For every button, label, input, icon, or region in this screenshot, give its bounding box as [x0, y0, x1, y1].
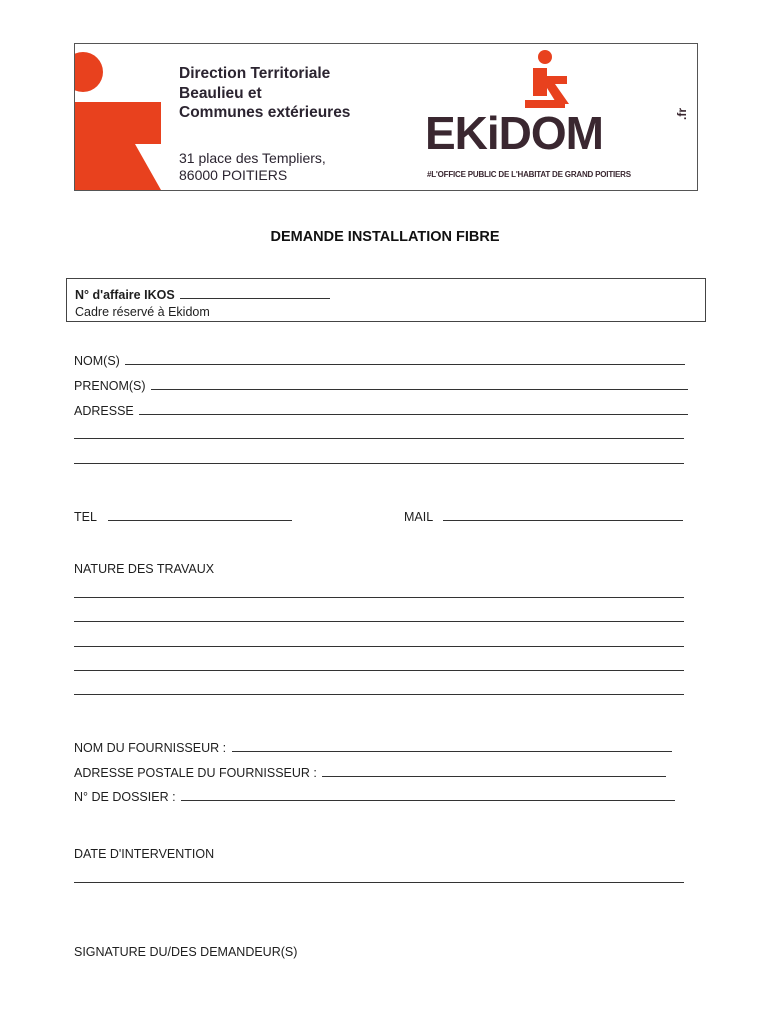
reference-box: [66, 278, 706, 322]
fournisseur-adresse-field[interactable]: [322, 766, 666, 777]
ekidom-left-mark-icon: [75, 44, 165, 191]
mail-label: MAIL: [404, 510, 434, 524]
case-number-field[interactable]: [180, 288, 330, 299]
nom-label: NOM(S): [74, 354, 120, 368]
mail-row: [404, 509, 684, 525]
adresse-field[interactable]: [139, 404, 688, 415]
nom-row: [74, 353, 686, 369]
direction-title: Direction Territoriale Beaulieu et Communes extérieures: [179, 65, 351, 121]
nom-field[interactable]: [125, 354, 685, 365]
prenom-row: [74, 378, 688, 394]
header-banner: [74, 43, 698, 191]
brand-tagline: #L'OFFICE PUBLIC DE L'HABITAT DE GRAND POITIERS: [427, 170, 631, 179]
adresse-label: ADRESSE: [74, 404, 134, 418]
tel-field[interactable]: [108, 510, 292, 521]
fournisseur-nom-row: [74, 740, 682, 756]
dossier-field[interactable]: [181, 790, 675, 801]
tel-row: [74, 509, 294, 525]
fournisseur-nom-label: NOM DU FOURNISSEUR :: [74, 741, 227, 755]
fournisseur-adresse-label: ADRESSE POSTALE DU FOURNISSEUR :: [74, 766, 317, 780]
brand-suffix: .fr: [675, 108, 689, 120]
nature-line-1[interactable]: [74, 597, 684, 598]
prenom-label: PRENOM(S): [74, 379, 146, 393]
document-title: DEMANDE INSTALLATION FIBRE: [270, 229, 500, 245]
signature-label: SIGNATURE DU/DES DEMANDEUR(S): [74, 945, 298, 959]
dossier-row: [74, 789, 680, 805]
mail-field[interactable]: [443, 510, 683, 521]
fournisseur-adresse-row: [74, 765, 678, 781]
nature-line-2[interactable]: [74, 621, 684, 622]
case-number-row: [75, 288, 330, 302]
reserved-note: Cadre réservé à Ekidom: [75, 305, 210, 319]
fournisseur-nom-field[interactable]: [232, 741, 672, 752]
direction-address: 31 place des Templiers, 86000 POITIERS: [179, 150, 326, 183]
adresse-line-3[interactable]: [74, 463, 684, 464]
brand-logo: EKiDOM: [425, 107, 603, 159]
dossier-label: N° DE DOSSIER :: [74, 790, 176, 804]
nature-line-4[interactable]: [74, 670, 684, 671]
nature-line-3[interactable]: [74, 646, 684, 647]
date-intervention-field[interactable]: [74, 882, 684, 883]
date-intervention-label: DATE D'INTERVENTION: [74, 847, 215, 861]
nature-line-5[interactable]: [74, 694, 684, 695]
adresse-row: [74, 403, 688, 419]
ekidom-person-logo-icon: [515, 48, 575, 112]
tel-label: TEL: [74, 510, 97, 524]
prenom-field[interactable]: [151, 379, 688, 390]
adresse-line-2[interactable]: [74, 438, 684, 439]
case-number-label: N° d'affaire IKOS: [75, 288, 175, 302]
nature-travaux-label: NATURE DES TRAVAUX: [74, 562, 215, 576]
